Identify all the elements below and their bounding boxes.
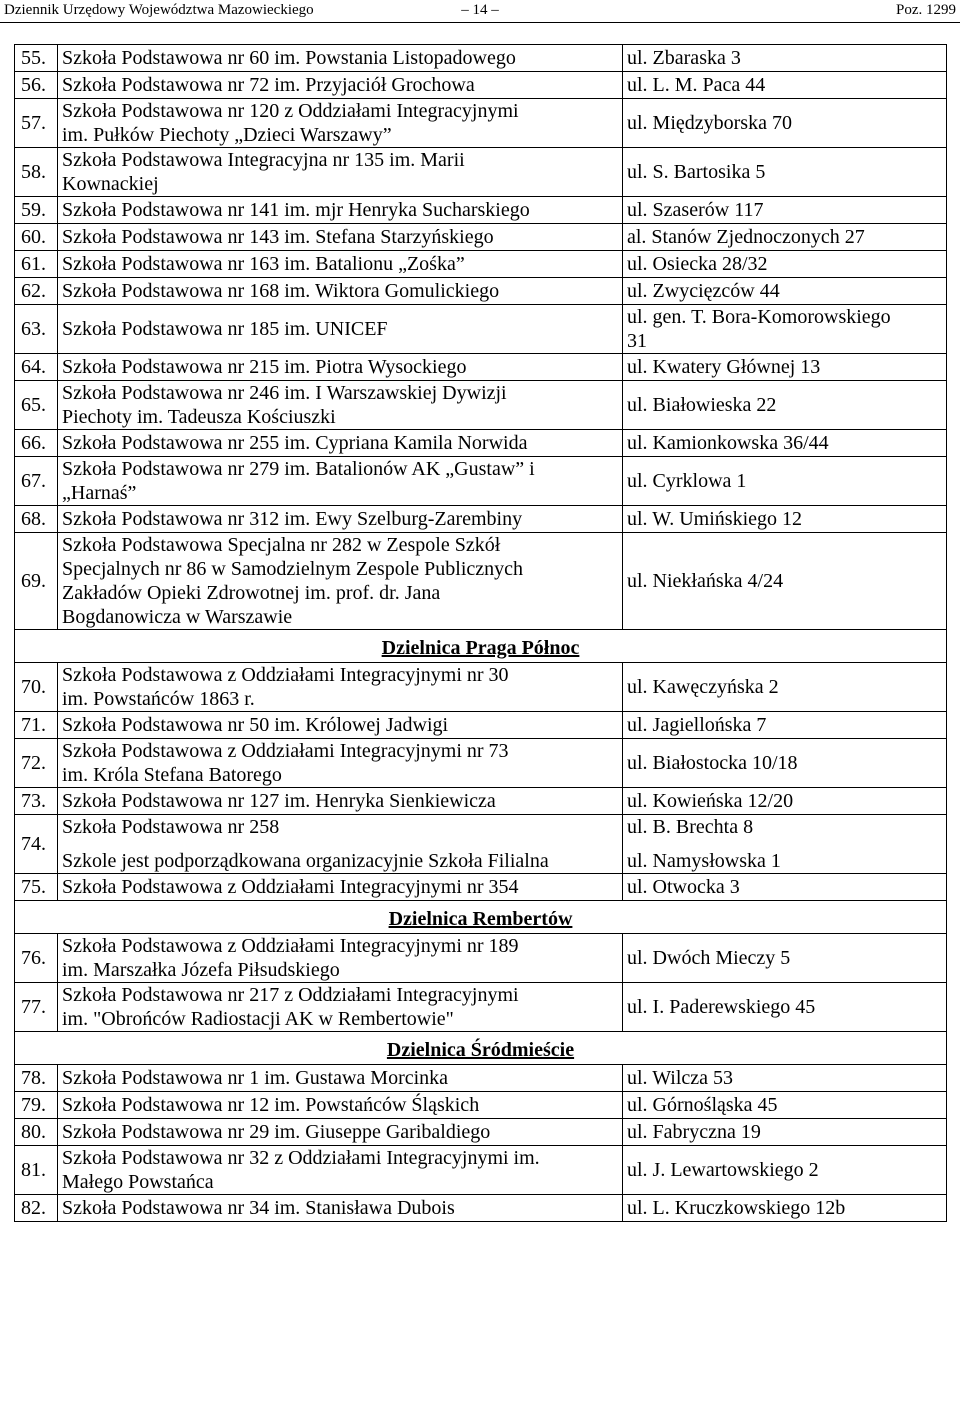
school-address [623,278,947,305]
district-heading: Dzielnica Praga Północ [15,630,947,663]
school-address [623,251,947,278]
school-name-line: Szkoła Podstawowa Specjalna nr 282 w Zespole Szkół [62,534,501,556]
school-address [623,1119,947,1146]
school-address [623,1195,947,1222]
school-name-line: Szkoła Podstawowa nr 215 im. Piotra Wysockiego [62,356,467,378]
school-name-line: Szkoła Podstawowa nr 32 z Oddziałami Integracyjnymi im. [62,1147,540,1169]
school-name-line: im. Powstańców 1863 r. [62,688,255,710]
district-heading-row [15,630,947,663]
school-number: 57. [15,99,58,148]
school-name-line: Szkoła Podstawowa nr 12 im. Powstańców Śląskich [62,1094,480,1116]
school-row [15,983,947,1032]
school-name-line: Szkoła Podstawowa nr 141 im. mjr Henryka Sucharskiego [62,199,530,221]
school-row [15,1195,947,1222]
position-number: Poz. 1299 [896,2,956,18]
school-address-line: ul. Osiecka 28/32 [627,253,768,275]
school-name-line: Szkoła Podstawowa Integracyjna nr 135 im. Marii [62,149,465,171]
school-row [15,457,947,506]
school-number: 66. [15,430,58,457]
journal-title: Dziennik Urzędowy Województwa Mazowieckiego [4,2,314,18]
school-name-line: Szkoła Podstawowa nr 312 im. Ewy Szelburg-Zarembiny [62,508,523,530]
school-row [15,663,947,712]
school-number: 72. [15,739,58,788]
school-number: 82. [15,1195,58,1222]
page-number: – 14 – [461,2,499,18]
school-name [58,533,623,630]
school-address [623,739,947,788]
school-name-line: im. Króla Stefana Batorego [62,764,282,786]
district-heading-row [15,1032,947,1065]
school-address [623,788,947,815]
school-address [623,533,947,630]
school-row [15,72,947,99]
school-row [15,1092,947,1119]
school-row [15,278,947,305]
school-number: 81. [15,1146,58,1195]
school-name-line: Szkoła Podstawowa z Oddziałami Integracyjnymi nr 73 [62,740,509,762]
school-address-line: ul. Namysłowska 1 [627,850,781,872]
school-address-line: ul. Cyrklowa 1 [627,470,747,492]
school-address-line: ul. Górnośląska 45 [627,1094,778,1116]
district-heading: Dzielnica Śródmieście [15,1032,947,1065]
school-name-line: Szkoła Podstawowa nr 163 im. Batalionu „Zośka” [62,253,465,275]
school-number: 56. [15,72,58,99]
school-address-line: ul. S. Bartosika 5 [627,161,766,183]
school-name [58,72,623,99]
school-name-line: Szkoła Podstawowa nr 127 im. Henryka Sienkiewicza [62,790,496,812]
school-name-line: Szkoła Podstawowa nr 168 im. Wiktora Gomulickiego [62,280,500,302]
school-number: 73. [15,788,58,815]
school-name [58,278,623,305]
school-address-line: 31 [627,330,647,352]
school-number: 64. [15,354,58,381]
school-address [623,983,947,1032]
school-name [58,1065,623,1092]
school-address [623,1065,947,1092]
school-address [623,72,947,99]
school-row [15,354,947,381]
school-address [623,457,947,506]
school-name [58,99,623,148]
header-rule [0,22,960,23]
school-row [15,45,947,72]
school-number: 63. [15,305,58,354]
schools-table-body [15,45,947,1222]
school-number: 74. [15,815,58,874]
school-address-line: ul. Białowieska 22 [627,394,777,416]
school-address-line: ul. I. Paderewskiego 45 [627,996,816,1018]
school-address [623,148,947,197]
school-number: 79. [15,1092,58,1119]
school-address [623,45,947,72]
school-name [58,815,623,874]
school-name-line: Specjalnych nr 86 w Samodzielnym Zespole Publicznych [62,558,524,580]
schools-table [14,44,947,1222]
school-name-line: Szkoła Podstawowa nr 34 im. Stanisława Dubois [62,1197,455,1219]
school-number: 59. [15,197,58,224]
school-name [58,381,623,430]
school-address-line: al. Stanów Zjednoczonych 27 [627,226,865,248]
school-row [15,712,947,739]
school-name-line: Zakładów Opieki Zdrowotnej im. prof. dr. Jana [62,582,441,604]
school-number: 68. [15,506,58,533]
school-address [623,99,947,148]
school-name-line: Szkoła Podstawowa nr 120 z Oddziałami Integracyjnymi [62,100,519,122]
school-name-line: im. Marszałka Józefa Piłsudskiego [62,959,340,981]
school-address [623,197,947,224]
school-row [15,99,947,148]
school-name-line: im. Pułków Piechoty „Dzieci Warszawy” [62,124,392,146]
school-name [58,354,623,381]
school-address-line: ul. Otwocka 3 [627,876,740,898]
school-row [15,934,947,983]
school-address-line: ul. gen. T. Bora-Komorowskiego [627,306,891,328]
school-name [58,457,623,506]
school-row [15,533,947,630]
school-name [58,712,623,739]
school-address-line: ul. Zwycięzców 44 [627,280,780,302]
school-number: 62. [15,278,58,305]
school-address-line: ul. Szaserów 117 [627,199,764,221]
school-row [15,874,947,901]
school-name-line: im. "Obrońców Radiostacji AK w Rembertowie" [62,1008,454,1030]
school-row [15,1146,947,1195]
school-address [623,874,947,901]
school-row [15,148,947,197]
school-name-line: Szkoła Podstawowa nr 255 im. Cypriana Kamila Norwida [62,432,528,454]
school-name-line: Szkoła Podstawowa nr 279 im. Batalionów AK „Gustaw” i [62,458,535,480]
school-name-line: Szkole jest podporządkowana organizacyjnie Szkoła Filialna [62,850,549,872]
school-address [623,224,947,251]
school-name [58,663,623,712]
school-address-line: ul. L. Kruczkowskiego 12b [627,1197,846,1219]
school-row [15,788,947,815]
school-name [58,148,623,197]
school-address [623,1092,947,1119]
school-number: 78. [15,1065,58,1092]
school-name [58,251,623,278]
school-address [623,934,947,983]
school-number: 70. [15,663,58,712]
school-address [623,663,947,712]
page-header [0,0,960,26]
school-name [58,934,623,983]
school-row [15,739,947,788]
school-row [15,305,947,354]
school-name [58,430,623,457]
school-number: 71. [15,712,58,739]
school-row [15,197,947,224]
district-heading-row [15,901,947,934]
school-name [58,506,623,533]
school-name-line: Szkoła Podstawowa nr 185 im. UNICEF [62,318,388,340]
school-address-line: ul. W. Umińskiego 12 [627,508,803,530]
school-name [58,874,623,901]
school-number: 61. [15,251,58,278]
school-number: 60. [15,224,58,251]
school-address-line: ul. Kamionkowska 36/44 [627,432,829,454]
school-name-line: Szkoła Podstawowa nr 50 im. Królowej Jadwigi [62,714,449,736]
school-address-line: ul. B. Brechta 8 [627,816,754,838]
school-number: 80. [15,1119,58,1146]
school-name [58,45,623,72]
district-heading: Dzielnica Rembertów [15,901,947,934]
school-name-line: Bogdanowicza w Warszawie [62,606,293,628]
school-row [15,430,947,457]
school-address-line: ul. Niekłańska 4/24 [627,570,784,592]
school-name-line: Szkoła Podstawowa nr 29 im. Giuseppe Garibaldiego [62,1121,491,1143]
school-address-line: ul. Kawęczyńska 2 [627,676,779,698]
school-name-line: Piechoty im. Tadeusza Kościuszki [62,406,336,428]
school-row [15,251,947,278]
school-row [15,381,947,430]
school-name-line: Szkoła Podstawowa nr 72 im. Przyjaciół Grochowa [62,74,475,96]
school-name-line: Szkoła Podstawowa nr 1 im. Gustawa Morcinka [62,1067,449,1089]
school-number: 76. [15,934,58,983]
school-address-line: ul. Białostocka 10/18 [627,752,798,774]
school-address [623,354,947,381]
school-number: 58. [15,148,58,197]
school-address [623,1146,947,1195]
school-name [58,788,623,815]
school-name [58,224,623,251]
school-name [58,305,623,354]
school-name-line: Szkoła Podstawowa z Oddziałami Integracyjnymi nr 354 [62,876,519,898]
school-name-line: Szkoła Podstawowa nr 246 im. I Warszawskiej Dywizji [62,382,507,404]
school-address-line: ul. Międzyborska 70 [627,112,792,134]
school-number: 65. [15,381,58,430]
school-name [58,1092,623,1119]
school-row [15,224,947,251]
school-address [623,712,947,739]
school-address [623,506,947,533]
school-name [58,197,623,224]
school-name-line: Szkoła Podstawowa nr 258 [62,816,280,838]
school-name-line: Szkoła Podstawowa nr 60 im. Powstania Listopadowego [62,47,516,69]
school-name-line: Szkoła Podstawowa nr 217 z Oddziałami Integracyjnymi [62,984,519,1006]
school-name-line: Szkoła Podstawowa nr 143 im. Stefana Starzyńskiego [62,226,494,248]
school-name-line: „Harnaś” [62,482,137,504]
school-name [58,739,623,788]
school-name [58,1195,623,1222]
school-address-line: ul. Zbaraska 3 [627,47,741,69]
school-address [623,305,947,354]
school-name-line: Szkoła Podstawowa z Oddziałami Integracyjnymi nr 189 [62,935,519,957]
school-address-line: ul. Fabryczna 19 [627,1121,761,1143]
school-row [15,815,947,874]
school-address-line: ul. Kowieńska 12/20 [627,790,794,812]
school-number: 75. [15,874,58,901]
school-number: 69. [15,533,58,630]
school-name [58,1146,623,1195]
school-address-line: ul. Wilcza 53 [627,1067,734,1089]
school-name [58,1119,623,1146]
school-address [623,381,947,430]
school-address-line: ul. L. M. Paca 44 [627,74,766,96]
school-address [623,430,947,457]
school-row [15,1119,947,1146]
school-address-line: ul. Kwatery Głównej 13 [627,356,821,378]
school-number: 67. [15,457,58,506]
school-row [15,506,947,533]
school-name [58,983,623,1032]
school-address-line: ul. Dwóch Mieczy 5 [627,947,791,969]
school-row [15,1065,947,1092]
school-address-line: ul. Jagiellońska 7 [627,714,767,736]
school-address-line: ul. J. Lewartowskiego 2 [627,1159,819,1181]
school-name-line: Kownackiej [62,173,159,195]
school-number: 77. [15,983,58,1032]
school-number: 55. [15,45,58,72]
school-name-line: Małego Powstańca [62,1171,214,1193]
school-name-line: Szkoła Podstawowa z Oddziałami Integracyjnymi nr 30 [62,664,509,686]
school-address [623,815,947,874]
